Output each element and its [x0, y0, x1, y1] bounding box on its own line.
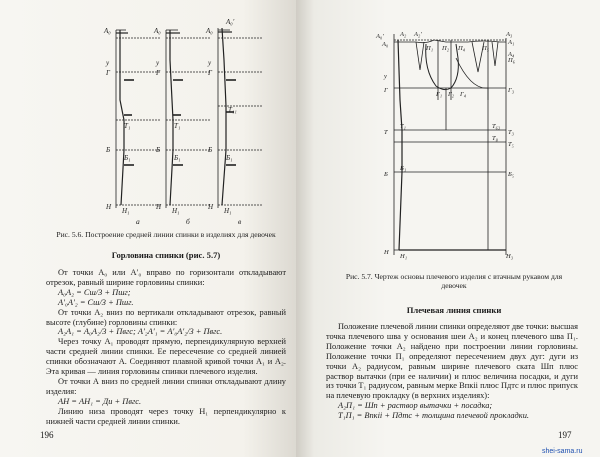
svg-text:Т₁: Т₁ — [174, 122, 181, 130]
svg-text:Б: Б — [106, 146, 111, 154]
svg-text:П₅: П₅ — [482, 45, 489, 52]
svg-text:A₀′: A₀′ — [226, 18, 235, 26]
figure-5-7-pattern-draft — [296, 0, 600, 270]
paragraph: От точки А₂ вниз по вертикали откладывают отрезок, равный высоте (глубине) горловины спинки: — [46, 307, 286, 327]
page-number-right: 197 — [558, 430, 572, 440]
svg-text:у: у — [106, 59, 110, 67]
panel-label-b: б — [186, 217, 190, 226]
panel-label-a: а — [136, 217, 140, 226]
svg-text:Н₃: Н₃ — [506, 253, 513, 260]
figure-caption-5-7: Рис. 5.7. Чертеж основы плечевого изделия с втачным рукавом для девочек — [345, 272, 563, 290]
right-page — [296, 0, 600, 457]
svg-text:у: у — [156, 59, 160, 67]
svg-text:Н: Н — [208, 203, 214, 211]
svg-text:у: у — [208, 59, 212, 67]
svg-text:A₀′: A₀′ — [376, 33, 384, 40]
svg-text:Т₁₁: Т₁₁ — [228, 106, 237, 114]
svg-text:A₁: A₁ — [508, 39, 515, 46]
svg-text:Н₁: Н₁ — [400, 253, 407, 260]
svg-text:Б: Б — [384, 171, 388, 178]
svg-text:Б₁: Б₁ — [124, 154, 131, 162]
svg-text:Г: Г — [384, 87, 388, 94]
svg-text:П₆: П₆ — [508, 57, 515, 64]
svg-text:A₂: A₂ — [400, 31, 407, 38]
svg-text:Б₁: Б₁ — [400, 165, 407, 172]
figure-5-6-diagrams — [0, 0, 296, 240]
svg-text:П₂: П₂ — [442, 45, 449, 52]
paragraph: Через точку А₁ проводят прямую, перпендикулярную верхней части средней линии спинки. Ее пересечение со средней линией спинки обозначают А. Соединяют плавной кривой точки А₁ и А₂. Эта кривая — линия горловины спинки плечевого изделия. — [46, 337, 286, 377]
diagram-panel-c — [218, 28, 262, 208]
section-heading-shoulder-line: Плечевая линия спинки — [406, 305, 502, 315]
svg-text:A₀: A₀ — [154, 27, 161, 35]
svg-text:П₁: П₁ — [426, 45, 433, 52]
svg-text:Г: Г — [106, 69, 110, 77]
formula: Т₁П₁ = Впкii + Пдтс + толщина плечевой прокладки. — [338, 411, 529, 421]
svg-text:Г: Г — [156, 69, 160, 77]
svg-text:Н₁: Н₁ — [224, 207, 232, 215]
formula: А′₀А′₂ = Сш/3 + Пшг. — [58, 297, 134, 307]
paragraph: Линию низа проводят через точку Н₁ перпендикулярно к нижней части средней линии спинки. — [46, 406, 286, 426]
figure-caption-5-6: Рис. 5.6. Построение средней линии спинки в изделиях для девочек — [56, 230, 276, 239]
formula: А₀А₂ = Сш/3 + Пшг; — [58, 287, 131, 297]
right-page-body — [326, 322, 578, 421]
svg-text:Т₁: Т₁ — [400, 123, 406, 130]
page-number-left: 196 — [40, 430, 54, 440]
panel-label-c: в — [238, 217, 242, 226]
svg-text:Т: Т — [384, 129, 388, 136]
svg-text:A₄: A₄ — [508, 51, 515, 58]
paragraph: От точки А вниз по средней линии спинки откладывают длину изделия: — [46, 376, 286, 396]
svg-text:Б₁: Б₁ — [174, 154, 181, 162]
svg-text:A₀: A₀ — [382, 41, 389, 48]
svg-text:Т₈: Т₈ — [492, 135, 498, 142]
diagram-panel-a — [116, 30, 160, 208]
formula: А₂А₁ = А₀А₂/3 + Пвгс; А′₂А′₁ = А′₀А′₂/3 + Пвгс. — [58, 327, 223, 337]
svg-text:A₀: A₀ — [104, 27, 111, 35]
svg-text:Т₁: Т₁ — [124, 122, 131, 130]
section-heading-neckline: Горловина спинки (рис. 5.7) — [111, 250, 221, 260]
svg-text:П₄: П₄ — [458, 45, 465, 52]
formula: А₂П₁ = Шп + раствор вытачки + посадка; — [338, 401, 493, 411]
svg-text:Т₅: Т₅ — [508, 141, 514, 148]
svg-text:Г₁: Г₁ — [436, 91, 442, 98]
svg-text:Т₆₃: Т₆₃ — [492, 123, 501, 130]
svg-text:у: у — [384, 73, 387, 80]
paragraph: От точки А₀ или А′₀ вправо по горизонтали откладывают отрезок, равный ширине горловины спинки: — [46, 268, 286, 287]
svg-text:Г₃: Г₃ — [508, 87, 514, 94]
svg-text:Г: Г — [208, 69, 212, 77]
svg-text:Б: Б — [156, 146, 161, 154]
paragraph: Положение плечевой линии спинки определяют две точки: высшая точка плечевого шва у основания шеи А₂ и конец плечевого шва П₁. Положение точки А₂ найдено при построении линии горловины. Положение точки П₁ определяют пересечением двух дуг: дуги из точки А₂ радиусом, равным ширине плечевого ската Шп плюс раствор вытачки (при ее наличии) и плюс величина посадки, и дуги из точки Т₁ радиусом, равным мерке Впкii плюс Пдтс и плюс припуск на плечевую прокладку (в верхних изделиях): — [326, 322, 578, 401]
svg-text:A₂′: A₂′ — [414, 31, 422, 38]
svg-text:Н₁: Н₁ — [172, 207, 180, 215]
svg-text:Н: Н — [106, 203, 112, 211]
left-page — [0, 0, 296, 457]
svg-text:Б₁: Б₁ — [226, 154, 233, 162]
svg-text:Н₁: Н₁ — [122, 207, 130, 215]
svg-text:Г₂: Г₂ — [448, 91, 454, 98]
svg-text:A₃: A₃ — [506, 31, 513, 38]
svg-text:Н: Н — [384, 249, 389, 256]
left-page-body — [46, 268, 286, 427]
svg-text:Б₅: Б₅ — [508, 171, 515, 178]
svg-text:Б: Б — [208, 146, 213, 154]
svg-text:A₀: A₀ — [206, 27, 213, 35]
svg-text:Т₃: Т₃ — [508, 129, 514, 136]
site-watermark: shei-sama.ru — [542, 448, 583, 455]
formula: АН = АН₁ = Ди + Пвгс. — [58, 396, 142, 406]
svg-text:Н: Н — [156, 203, 162, 211]
svg-text:Г₄: Г₄ — [460, 91, 466, 98]
